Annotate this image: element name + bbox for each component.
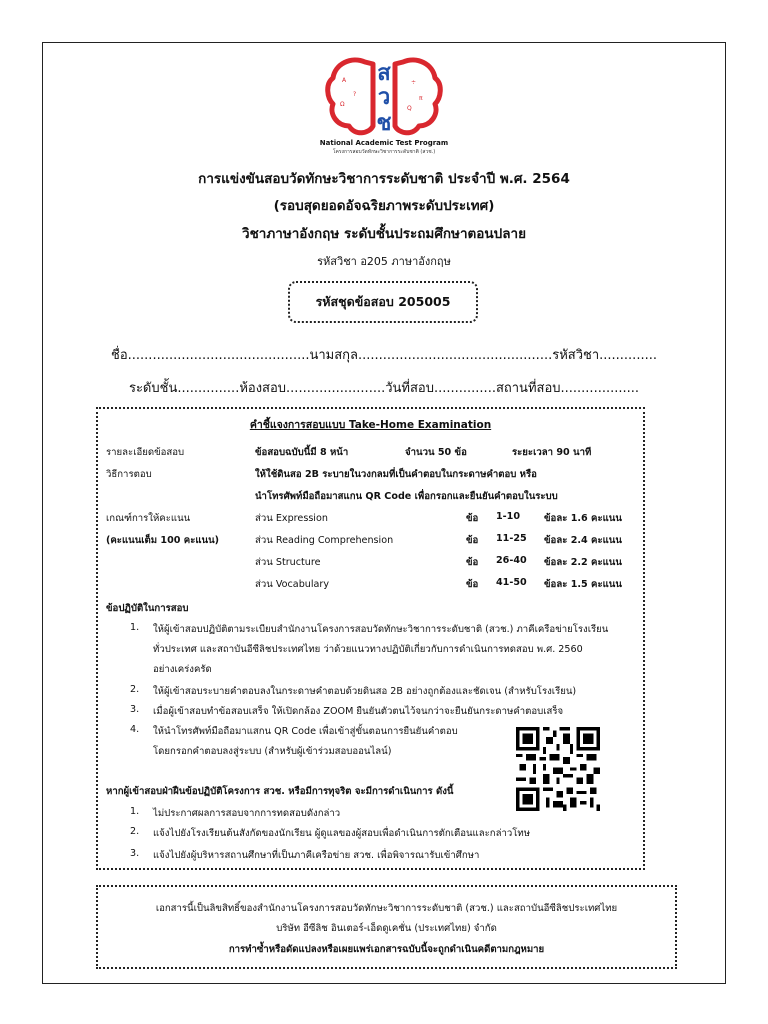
penalty-number: 1. bbox=[130, 806, 140, 817]
section-name: ส่วน Vocabulary bbox=[255, 579, 330, 590]
qr-code-icon[interactable] bbox=[514, 727, 602, 811]
section-word: ข้อ bbox=[466, 579, 479, 590]
rule-text: ให้ผู้เข้าสอบปฏิบัติตามระเบียบสำนักงานโครงการสอบวัดทักษะวิชาการระดับชาติ (สวช.) ภาคีเครือข่ายโรงเรียน bbox=[153, 624, 609, 635]
form-line-name[interactable]: ชื่อ............................................นามสกุล...............................................รหัสวิชา.............. bbox=[111, 348, 657, 363]
section-word: ข้อ bbox=[466, 513, 479, 524]
svg-text:Q: Q bbox=[407, 105, 412, 112]
method-label: วิธีการตอบ bbox=[106, 469, 152, 480]
rule-number: 3. bbox=[130, 704, 140, 715]
svg-text:?: ? bbox=[353, 91, 357, 98]
penalty-text: ไม่ประกาศผลการสอบจากการทดสอบดังกล่าว bbox=[153, 808, 341, 819]
items-count: จำนวน 50 ข้อ bbox=[405, 447, 467, 458]
rule-text: ให้นำโทรศัพท์มือถือมาแสกน QR Code เพื่อเข้าสู่ขั้นตอนการยืนยันคำตอบ bbox=[153, 726, 458, 737]
rule-text: อย่างเคร่งครัด bbox=[153, 664, 212, 675]
svg-text:Ω: Ω bbox=[340, 101, 345, 108]
section-range: 26-40 bbox=[496, 555, 527, 566]
logo-subcaption: โครงการสอบวัดทักษะวิชาการระดับชาติ (สวช.) bbox=[332, 149, 436, 155]
section-name: ส่วน Structure bbox=[255, 557, 321, 568]
detail-label: รายละเอียดข้อสอบ bbox=[106, 447, 185, 458]
penalty-number: 3. bbox=[130, 848, 140, 859]
method-line-2: นำโทรศัพท์มือถือมาสแกน QR Code เพื่อกรอกและยืนยันคำตอบในระบบ bbox=[255, 491, 558, 502]
section-range: 41-50 bbox=[496, 577, 527, 588]
logo-letter-1: ส bbox=[377, 61, 391, 86]
logo-letter-2: ว bbox=[377, 85, 391, 110]
rules-heading: ข้อปฏิบัติในการสอบ bbox=[106, 603, 189, 614]
rule-number: 2. bbox=[130, 684, 140, 695]
section-points: ข้อละ 1.5 คะแนน bbox=[544, 579, 622, 590]
subject-code: รหัสวิชา อ205 ภาษาอังกฤษ bbox=[317, 255, 451, 268]
svg-text:A: A bbox=[342, 77, 347, 84]
pages-count: ข้อสอบฉบับนี้มี 8 หน้า bbox=[255, 447, 349, 458]
form-line-details[interactable]: ระดับชั้น...............ห้องสอบ........................วันที่สอบ...............สถานที่สอบ................... bbox=[128, 381, 640, 396]
penalty-text: แจ้งไปยังโรงเรียนต้นสังกัดของนักเรียน ผู้ดูแลของผู้สอบเพื่อดำเนินการตักเตือนและกล่าวโทษ bbox=[153, 828, 531, 839]
section-word: ข้อ bbox=[466, 535, 479, 546]
penalty-text: แจ้งไปยังผู้บริหารสถานศึกษาที่เป็นภาคีเครือข่าย สวช. เพื่อพิจารณารับเข้าศึกษา bbox=[153, 850, 480, 861]
section-points: ข้อละ 1.6 คะแนน bbox=[544, 513, 622, 524]
section-points: ข้อละ 2.4 คะแนน bbox=[544, 535, 622, 546]
section-name: ส่วน Reading Comprehension bbox=[255, 535, 394, 546]
rule-number: 1. bbox=[130, 622, 140, 633]
duration: ระยะเวลา 90 นาที bbox=[512, 447, 592, 458]
header-line-3: วิชาภาษาอังกฤษ ระดับชั้นประถมศึกษาตอนปลาย bbox=[242, 226, 526, 242]
rule-number: 4. bbox=[130, 724, 140, 735]
rule-text: ทั่วประเทศ และสถาบันอีซีลิชประเทศไทย ว่าด้วยแนวทางปฏิบัติเกี่ยวกับการดำเนินการทดสอบ พ.ศ. 2560 bbox=[153, 644, 583, 655]
exam-set-code-box bbox=[288, 281, 478, 323]
copyright-warning: การทำซ้ำหรือดัดแปลงหรือเผยแพร่เอกสารฉบับนี้จะถูกดำเนินคดีตามกฎหมาย bbox=[228, 944, 545, 955]
rule-text: โดยกรอกคำตอบลงสู่ระบบ (สำหรับผู้เข้าร่วมสอบออนไลน์) bbox=[153, 746, 392, 757]
header-line-2: (รอบสุดยอดอัจฉริยภาพระดับประเทศ) bbox=[273, 198, 495, 214]
header-line-1: การแข่งขันสอบวัดทักษะวิชาการระดับชาติ ประจำปี พ.ศ. 2564 bbox=[198, 171, 570, 187]
instructions-title: คำชี้แจงการสอบแบบ Take-Home Examination bbox=[249, 419, 492, 431]
section-points: ข้อละ 2.2 คะแนน bbox=[544, 557, 622, 568]
exam-set-code: รหัสชุดข้อสอบ 205005 bbox=[315, 294, 451, 309]
method-line-1: ให้ใช้ดินสอ 2B ระบายในวงกลมที่เป็นคำตอบในกระดาษคำตอบ หรือ bbox=[255, 469, 537, 480]
section-name: ส่วน Expression bbox=[255, 513, 328, 524]
section-word: ข้อ bbox=[466, 557, 479, 568]
scoring-label: เกณฑ์การให้คะแนน bbox=[106, 513, 191, 524]
rule-text: ให้ผู้เข้าสอบระบายคำตอบลงในกระดาษคำตอบด้วยดินสอ 2B อย่างถูกต้องและชัดเจน (สำหรับโรงเรียน) bbox=[153, 686, 577, 697]
svg-text:÷: ÷ bbox=[411, 79, 417, 86]
svg-text:π: π bbox=[419, 95, 423, 102]
copyright-line-2: บริษัท อีซีลิช อินเตอร์-เอ็ดดูเคชั่น (ประเทศไทย) จำกัด bbox=[276, 923, 497, 934]
penalty-number: 2. bbox=[130, 826, 140, 837]
logo-caption: National Academic Test Program bbox=[319, 139, 449, 147]
violation-heading: หากผู้เข้าสอบฝ่าฝืนข้อปฏิบัติโครงการ สวช. หรือมีการทุจริต จะมีการดำเนินการ ดังนี้ bbox=[106, 786, 454, 797]
full-score-label: (คะแนนเต็ม 100 คะแนน) bbox=[106, 535, 220, 546]
copyright-line-1: เอกสารนี้เป็นลิขสิทธิ์ของสำนักงานโครงการสอบวัดทักษะวิชาการระดับชาติ (สวช.) และสถาบันอีซีลิชประเทศไทย bbox=[155, 903, 618, 914]
rule-text: เมื่อผู้เข้าสอบทำข้อสอบเสร็จ ให้เปิดกล้อง ZOOM ยืนยันตัวตนไว้จนกว่าจะยืนยันกระดาษคำตอบเสร็จ bbox=[153, 706, 564, 717]
section-range: 11-25 bbox=[496, 533, 527, 544]
section-range: 1-10 bbox=[496, 511, 521, 522]
logo-letter-3: ช bbox=[376, 111, 392, 136]
